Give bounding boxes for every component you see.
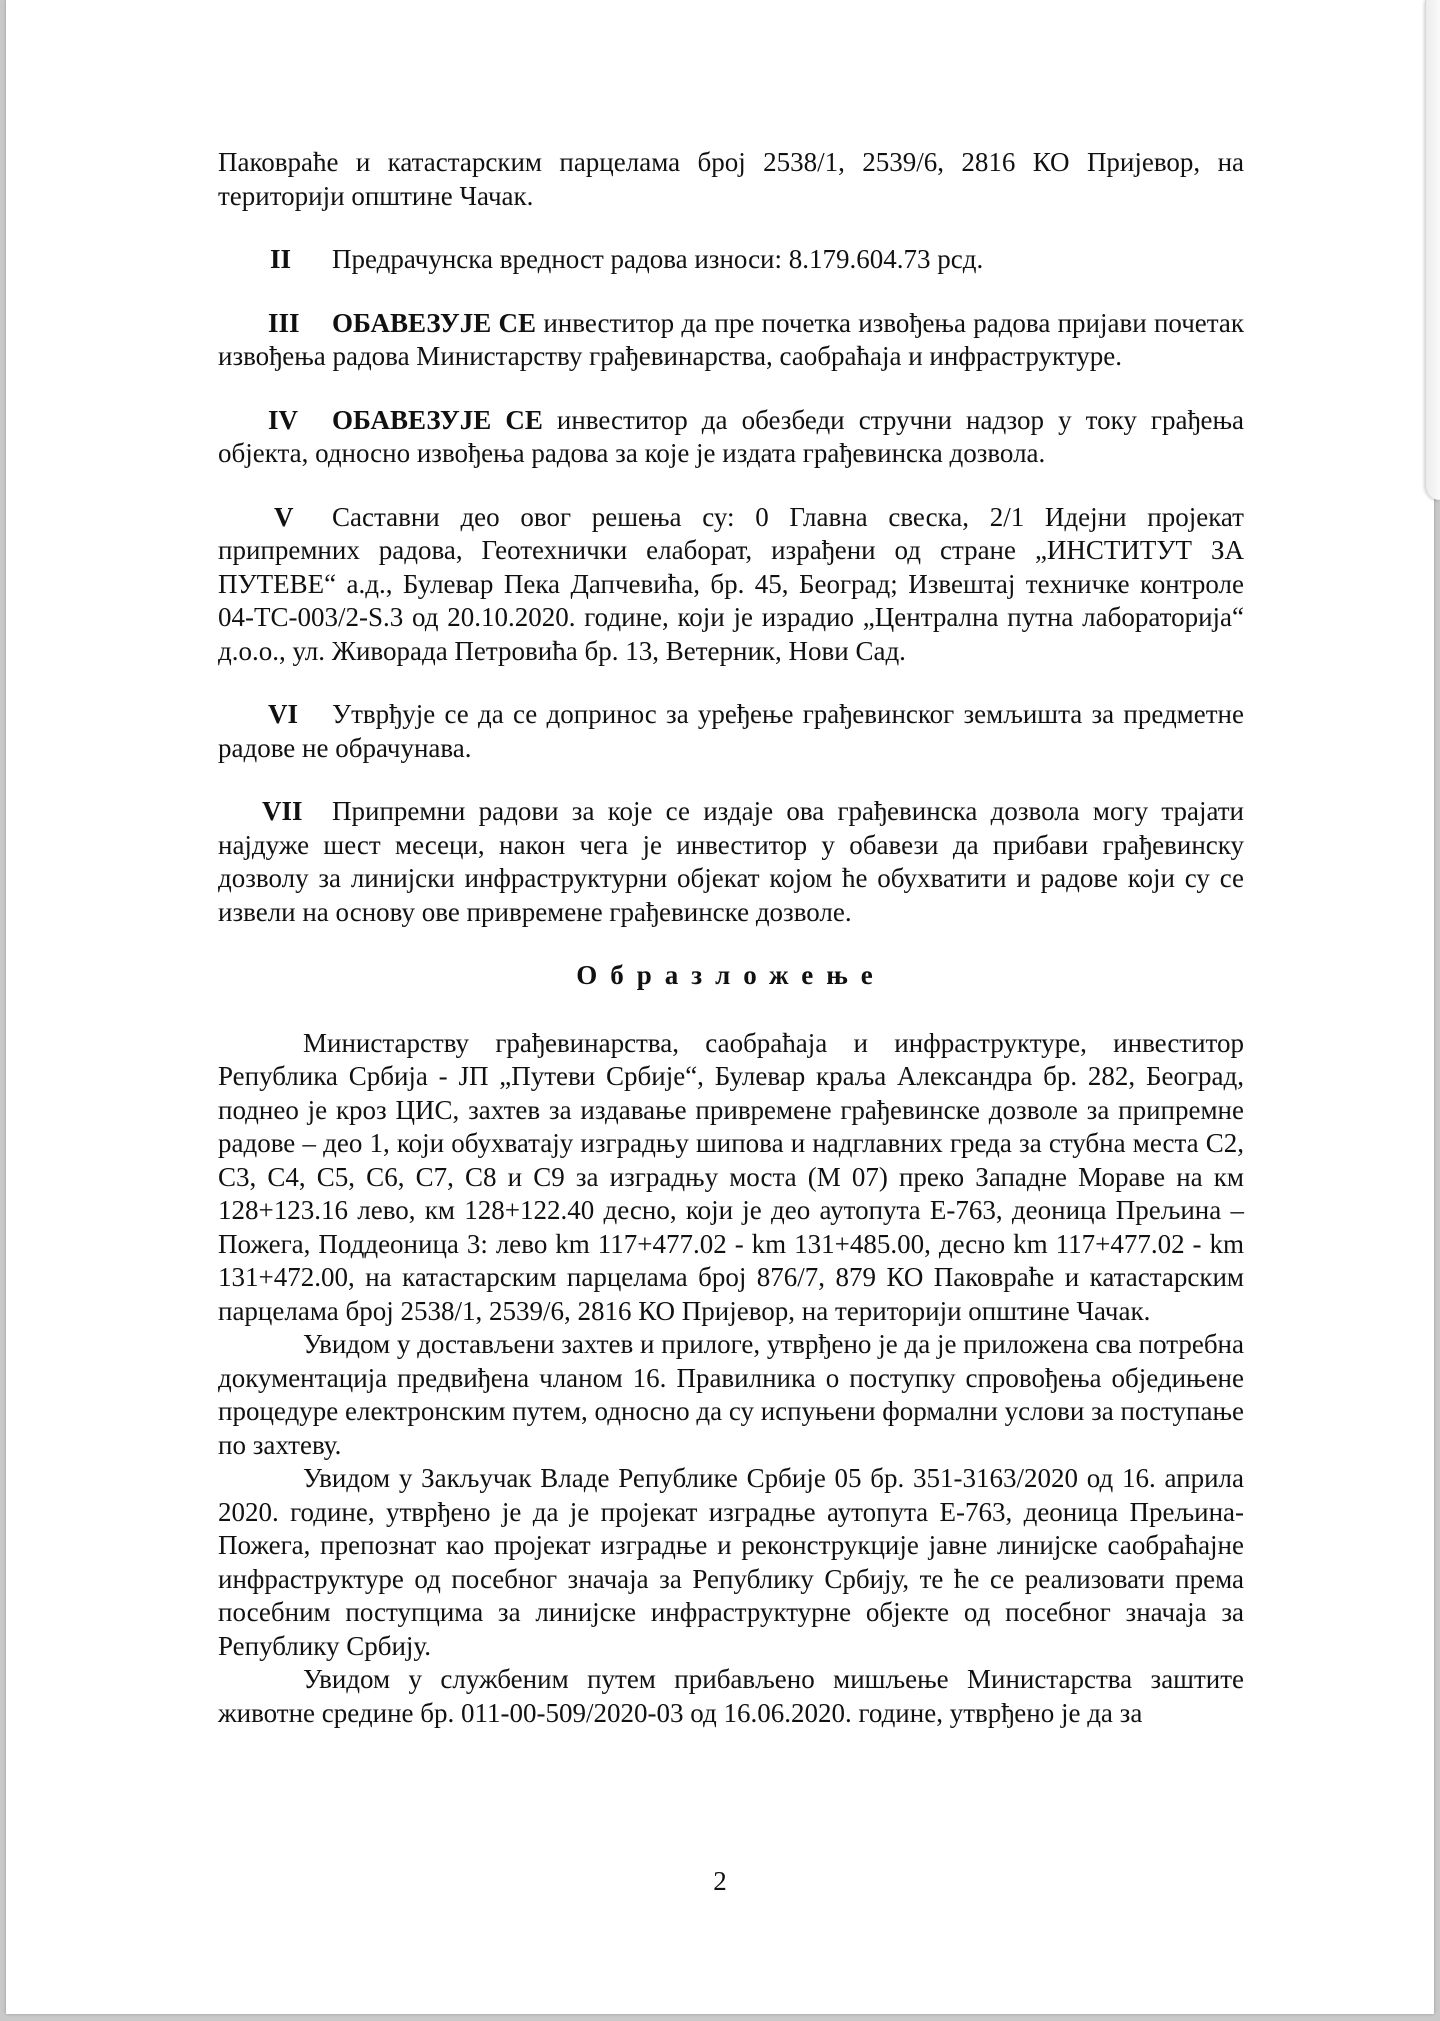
item-number: III <box>268 307 300 338</box>
item-iv <box>218 404 1244 471</box>
item-ii <box>218 243 1244 277</box>
document-body <box>218 146 1244 1730</box>
reasoning-paragraph: Увидом у Закључак Владе Републике Србије 05 бр. 351-3163/2020 од 16. априла 2020. године, утврђено је да је пројекат изградње аутопута Е-763, деоница Прељина- Пожега, препознат као пројекат изградње и реконструкције јавне линијске саобраћајне инфраструктуре од посебног значаја за Републику Србију, те ће се реализовати према посебним поступцима за линијске инфраструктурне објекте од посебног значаја за Републику Србију. <box>218 1463 1244 1661</box>
item-number: V <box>274 501 294 532</box>
reasoning-paragraph: Увидом у службеним путем прибављено мишљење Министарства заштите животне средине бр. 011-00-509/2020-03 од 16.06.2020. године, утврђено је да за <box>218 1664 1244 1728</box>
scrollbar-thumb[interactable] <box>1425 0 1440 500</box>
item-number: II <box>270 244 292 274</box>
item-number: VII <box>262 796 303 826</box>
item-vii <box>218 795 1244 929</box>
page-number: 2 <box>713 1866 727 1896</box>
item-text: Саставни део овог решења су: 0 Главна свеска, 2/1 Идејни пројекат припремних радова, Геотехнички елаборат, израђени од стране „ИНСТИТУТ ЗА ПУТЕВЕ“ а.д., Булевар Пека Дапчевића, бр. 45, Београд; Извештај техничке контроле 04-ТС-003/2-S.3 од 20.10.2020. године, који је израдио „Централна путна лабораторија“ д.о.о., ул. Живорада Петровића бр. 13, Ветерник, Нови Сад. <box>218 501 1244 666</box>
item-text: инвеститор да обезбеди стручни надзор у току грађења објекта, односно извођења радова за које је издата грађевинска дозвола. <box>218 404 1244 468</box>
item-lead: ОБАВЕЗУЈЕ СЕ <box>332 404 543 435</box>
reasoning-heading: Образложење <box>576 960 886 990</box>
item-vi <box>218 698 1244 765</box>
reasoning-paragraph: Министарству грађевинарства, саобраћаја и инфраструктуре, инвеститор Република Србија - ЈП „Путеви Србије“, Булевар краља Александра бр. 282, Београд, поднео је кроз ЦИС, захтев за издавање привремене грађевинске дозволе за припремне радове – део 1, који обухватају изградњу шипова и надглавних греда за стубна места С2, С3, С4, С5, С6, С7, С8 и С9 за изградњу моста (М 07) преко Западне Мораве на км 128+123.16 лево, км 128+122.40 десно, који је део аутопута Е-763, деоница Прељина – Пожега, Поддеоница 3: лево km 117+477.02 - km 131+485.00, десно km 117+477.02 - km 131+472.00, на катастарским парцелама број 876/7, 879 КО Паковраће и катастарским парцелама број 2538/1, 2539/6, 2816 КО Пријевор, на територији општине Чачак. <box>218 1027 1244 1326</box>
item-number: IV <box>268 404 299 435</box>
item-text: инвеститор да пре почетка извођења радова пријави почетак извођења радова Министарству грађевинарства, саобраћаја и инфраструктуре. <box>218 307 1244 371</box>
reasoning-paragraph: Увидом у достављени захтев и прилоге, утврђено је да је приложена сва потребна документација предвиђена чланом 16. Правилника о поступку спровођења обједињене процедуре електронским путем, односно да су испуњени формални услови за поступање по захтеву. <box>218 1329 1244 1460</box>
document-page <box>6 0 1434 2014</box>
item-text: Предрачунска вредност радова износи: 8.179.604.73 рсд. <box>332 244 984 274</box>
item-lead: ОБАВЕЗУЈЕ СЕ <box>332 307 537 338</box>
continuation-paragraph: Паковраће и катастарским парцелама број 2538/1, 2539/6, 2816 КО Пријевор, на територији општине Чачак. <box>218 147 1244 211</box>
item-iii <box>218 307 1244 374</box>
item-v <box>218 501 1244 669</box>
item-number: VI <box>268 699 299 729</box>
item-text: Утврђује се да се допринос за уређење грађевинског земљишта за предметне радове не обрачунава. <box>218 699 1244 763</box>
item-text: Припремни радови за које се издаје ова грађевинска дозвола могу трајати најдуже шест месеци, након чега је инвеститор у обавези да прибави грађевинску дозволу за линијски инфраструктурни објекат којом ће обухватити и радове који су се извели на основу ове привремене грађевинске дозволе. <box>218 796 1244 927</box>
